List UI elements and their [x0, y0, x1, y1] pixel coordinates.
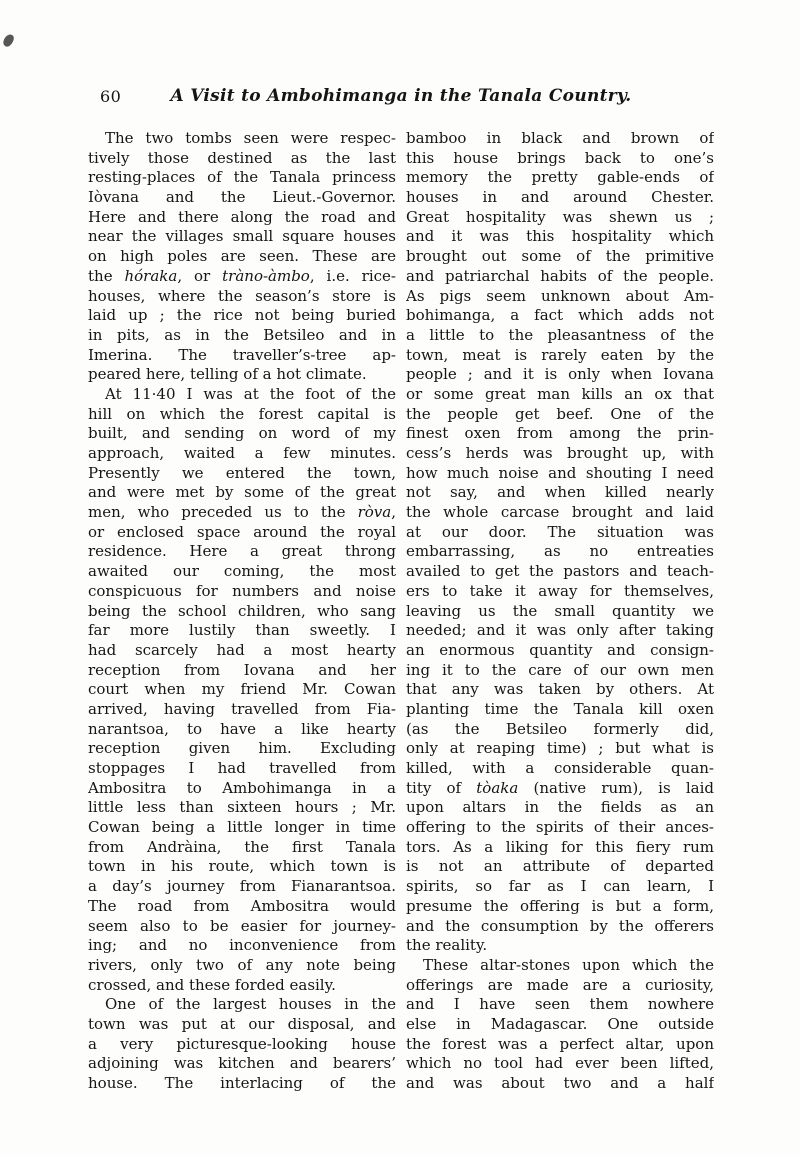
text-line: hill on which the forest capital is — [88, 404, 396, 423]
text-line: resting-places of the Tanala princess — [88, 168, 396, 187]
text-line: brought out some of the primitive — [406, 247, 714, 266]
text-line: in pits, as in the Betsileo and in — [88, 325, 396, 344]
text-line: reception given him. Excluding — [88, 739, 396, 758]
text-line: finest oxen from among the prin- — [406, 424, 714, 443]
text-line: residence. Here a great throng — [88, 542, 396, 561]
text-line: or enclosed space around the royal — [88, 522, 396, 541]
text-line: The two tombs seen were respec- — [105, 129, 396, 147]
text-line: ers to take it away for themselves, — [406, 581, 714, 600]
text-line: a very picturesque-looking house — [88, 1034, 396, 1053]
text-line: or some great man kills an ox that — [406, 384, 714, 403]
text-line: how much noise and shouting I need — [406, 463, 714, 482]
text-line: As pigs seem unknown about Am- — [406, 286, 714, 305]
text-line: upon altars in the fields as an — [406, 798, 714, 817]
text-line: memory the pretty gable-ends of — [406, 168, 714, 187]
text-line: These altar-stones upon which the — [423, 955, 714, 974]
text-line: had scarcely had a most hearty — [88, 640, 396, 659]
text-line: offerings are made are a curiosity, — [406, 975, 714, 994]
text-line: narantsoa, to have a like hearty — [88, 719, 396, 738]
text-line: seem also to be easier for journey- — [88, 916, 396, 935]
text-line: houses in and around Chester. — [406, 188, 714, 207]
text-line: and I have seen them nowhere — [406, 995, 714, 1014]
text-line: houses, where the season’s store is — [88, 286, 396, 305]
text-line: and were met by some of the great — [88, 483, 396, 502]
text-line: needed; and it was only after taking — [406, 621, 714, 640]
text-line: near the villages small square houses — [88, 227, 396, 246]
text-line: peared here, telling of a hot climate. — [88, 365, 367, 384]
text-line: and patriarchal habits of the people. — [406, 266, 714, 285]
text-line: court when my friend Mr. Cowan — [88, 680, 396, 699]
text-line: a day’s journey from Fianarantsoa. — [88, 877, 396, 896]
text-line: tively those destined as the last — [88, 148, 396, 167]
text-line: the forest was a perfect altar, upon — [406, 1034, 714, 1053]
text-line: reception from Iovana and her — [88, 660, 396, 679]
text-line: Great hospitality was shewn us ; — [406, 207, 714, 226]
text-line: conspicuous for numbers and noise — [88, 581, 396, 600]
text-line: The road from Ambositra would — [88, 896, 396, 915]
text-line: is not an attribute of departed — [406, 857, 714, 876]
text-line: stoppages I had travelled from — [88, 759, 396, 777]
text-line: One of the largest houses in the — [105, 995, 396, 1014]
text-line: adjoining was kitchen and bearers’ — [88, 1054, 396, 1073]
text-line: Here and there along the road and — [88, 207, 396, 226]
text-line: Imerina. The traveller’s-tree ap- — [88, 345, 396, 364]
right-column — [406, 129, 714, 1094]
text-line: ing it to the care of our own men — [406, 660, 714, 679]
text-line: men, who preceded us to the ròva, — [88, 503, 396, 522]
text-line: house. The interlacing of the — [88, 1074, 396, 1092]
page-number: 60 — [100, 87, 122, 106]
text-line: town, meat is rarely eaten by the — [406, 345, 714, 364]
text-line: bamboo in black and brown of — [406, 129, 714, 147]
page-header — [88, 86, 714, 110]
text-line: the reality. — [406, 936, 488, 955]
text-line: only at reaping time) ; but what is — [406, 739, 714, 758]
text-line: arrived, having travelled from Fia- — [88, 699, 396, 718]
text-line: spirits, so far as I can learn, I — [406, 877, 714, 896]
text-line: the hóraka, or tràno-àmbo, i.e. rice- — [88, 266, 396, 285]
text-line: the people get beef. One of the — [406, 404, 714, 423]
text-line: an enormous quantity and consign- — [406, 640, 714, 659]
text-body — [88, 129, 714, 1094]
text-line: people ; and it is only when Iovana — [406, 365, 714, 384]
text-line: rivers, only two of any note being — [88, 955, 396, 974]
text-line: at our door. The situation was — [406, 522, 714, 541]
text-line: bohimanga, a fact which adds not — [406, 306, 714, 325]
text-line: on high poles are seen. These are — [88, 247, 396, 266]
text-line: little less than sixteen hours ; Mr. — [88, 798, 396, 817]
page-title: A Visit to Ambohimanga in the Tanala Country. — [170, 86, 632, 106]
text-line: approach, waited a few minutes. — [88, 444, 396, 462]
text-line: Iòvana and the Lieut.-Governor. — [88, 188, 396, 207]
text-line: else in Madagascar. One outside — [406, 1014, 714, 1033]
text-line: killed, with a considerable quan- — [406, 759, 714, 777]
text-line: embarrassing, as no entreaties — [406, 542, 714, 561]
text-line: availed to get the pastors and teach- — [406, 562, 714, 581]
text-line: presume the offering is but a form, — [406, 896, 714, 915]
text-line: crossed, and these forded easily. — [88, 975, 336, 994]
text-line: being the school children, who sang — [88, 601, 396, 620]
text-line: planting time the Tanala kill oxen — [406, 699, 714, 718]
text-line: a little to the pleasantness of the — [406, 325, 714, 344]
text-line: that any was taken by others. At — [406, 680, 714, 699]
text-line: built, and sending on word of my — [88, 424, 396, 443]
text-line: not say, and when killed nearly — [406, 483, 714, 502]
text-line: this house brings back to one’s — [406, 148, 714, 167]
scan-artifact-speck — [2, 33, 16, 49]
text-line: offering to the spirits of their ances- — [406, 818, 714, 837]
text-line: tity of tòaka (native rum), is laid — [406, 778, 714, 797]
text-line: cess’s herds was brought up, with — [406, 444, 714, 462]
text-line: leaving us the small quantity we — [406, 601, 714, 620]
text-line: awaited our coming, the most — [88, 562, 396, 581]
text-line: laid up ; the rice not being buried — [88, 306, 396, 325]
left-column — [88, 129, 396, 1094]
text-line: and the consumption by the offerers — [406, 916, 714, 935]
text-line: and it was this hospitality which — [406, 227, 714, 246]
text-line: tors. As a liking for this fiery rum — [406, 837, 714, 856]
text-line: town was put at our disposal, and — [88, 1014, 396, 1033]
text-line: Ambositra to Ambohimanga in a — [88, 778, 396, 797]
text-line: Presently we entered the town, — [88, 463, 396, 482]
text-line: from Andràina, the first Tanala — [88, 837, 396, 856]
text-line: (as the Betsileo formerly did, — [406, 719, 714, 738]
text-line: the whole carcase brought and laid — [406, 503, 714, 522]
text-line: town in his route, which town is — [88, 857, 396, 876]
text-line: Cowan being a little longer in time — [88, 818, 396, 837]
text-line: which no tool had ever been lifted, — [406, 1054, 714, 1073]
text-line: and was about two and a half — [406, 1074, 714, 1092]
text-line: far more lustily than sweetly. I — [88, 621, 396, 640]
text-line: At 11·40 I was at the foot of the — [105, 384, 396, 403]
text-line: ing; and no inconvenience from — [88, 936, 396, 955]
